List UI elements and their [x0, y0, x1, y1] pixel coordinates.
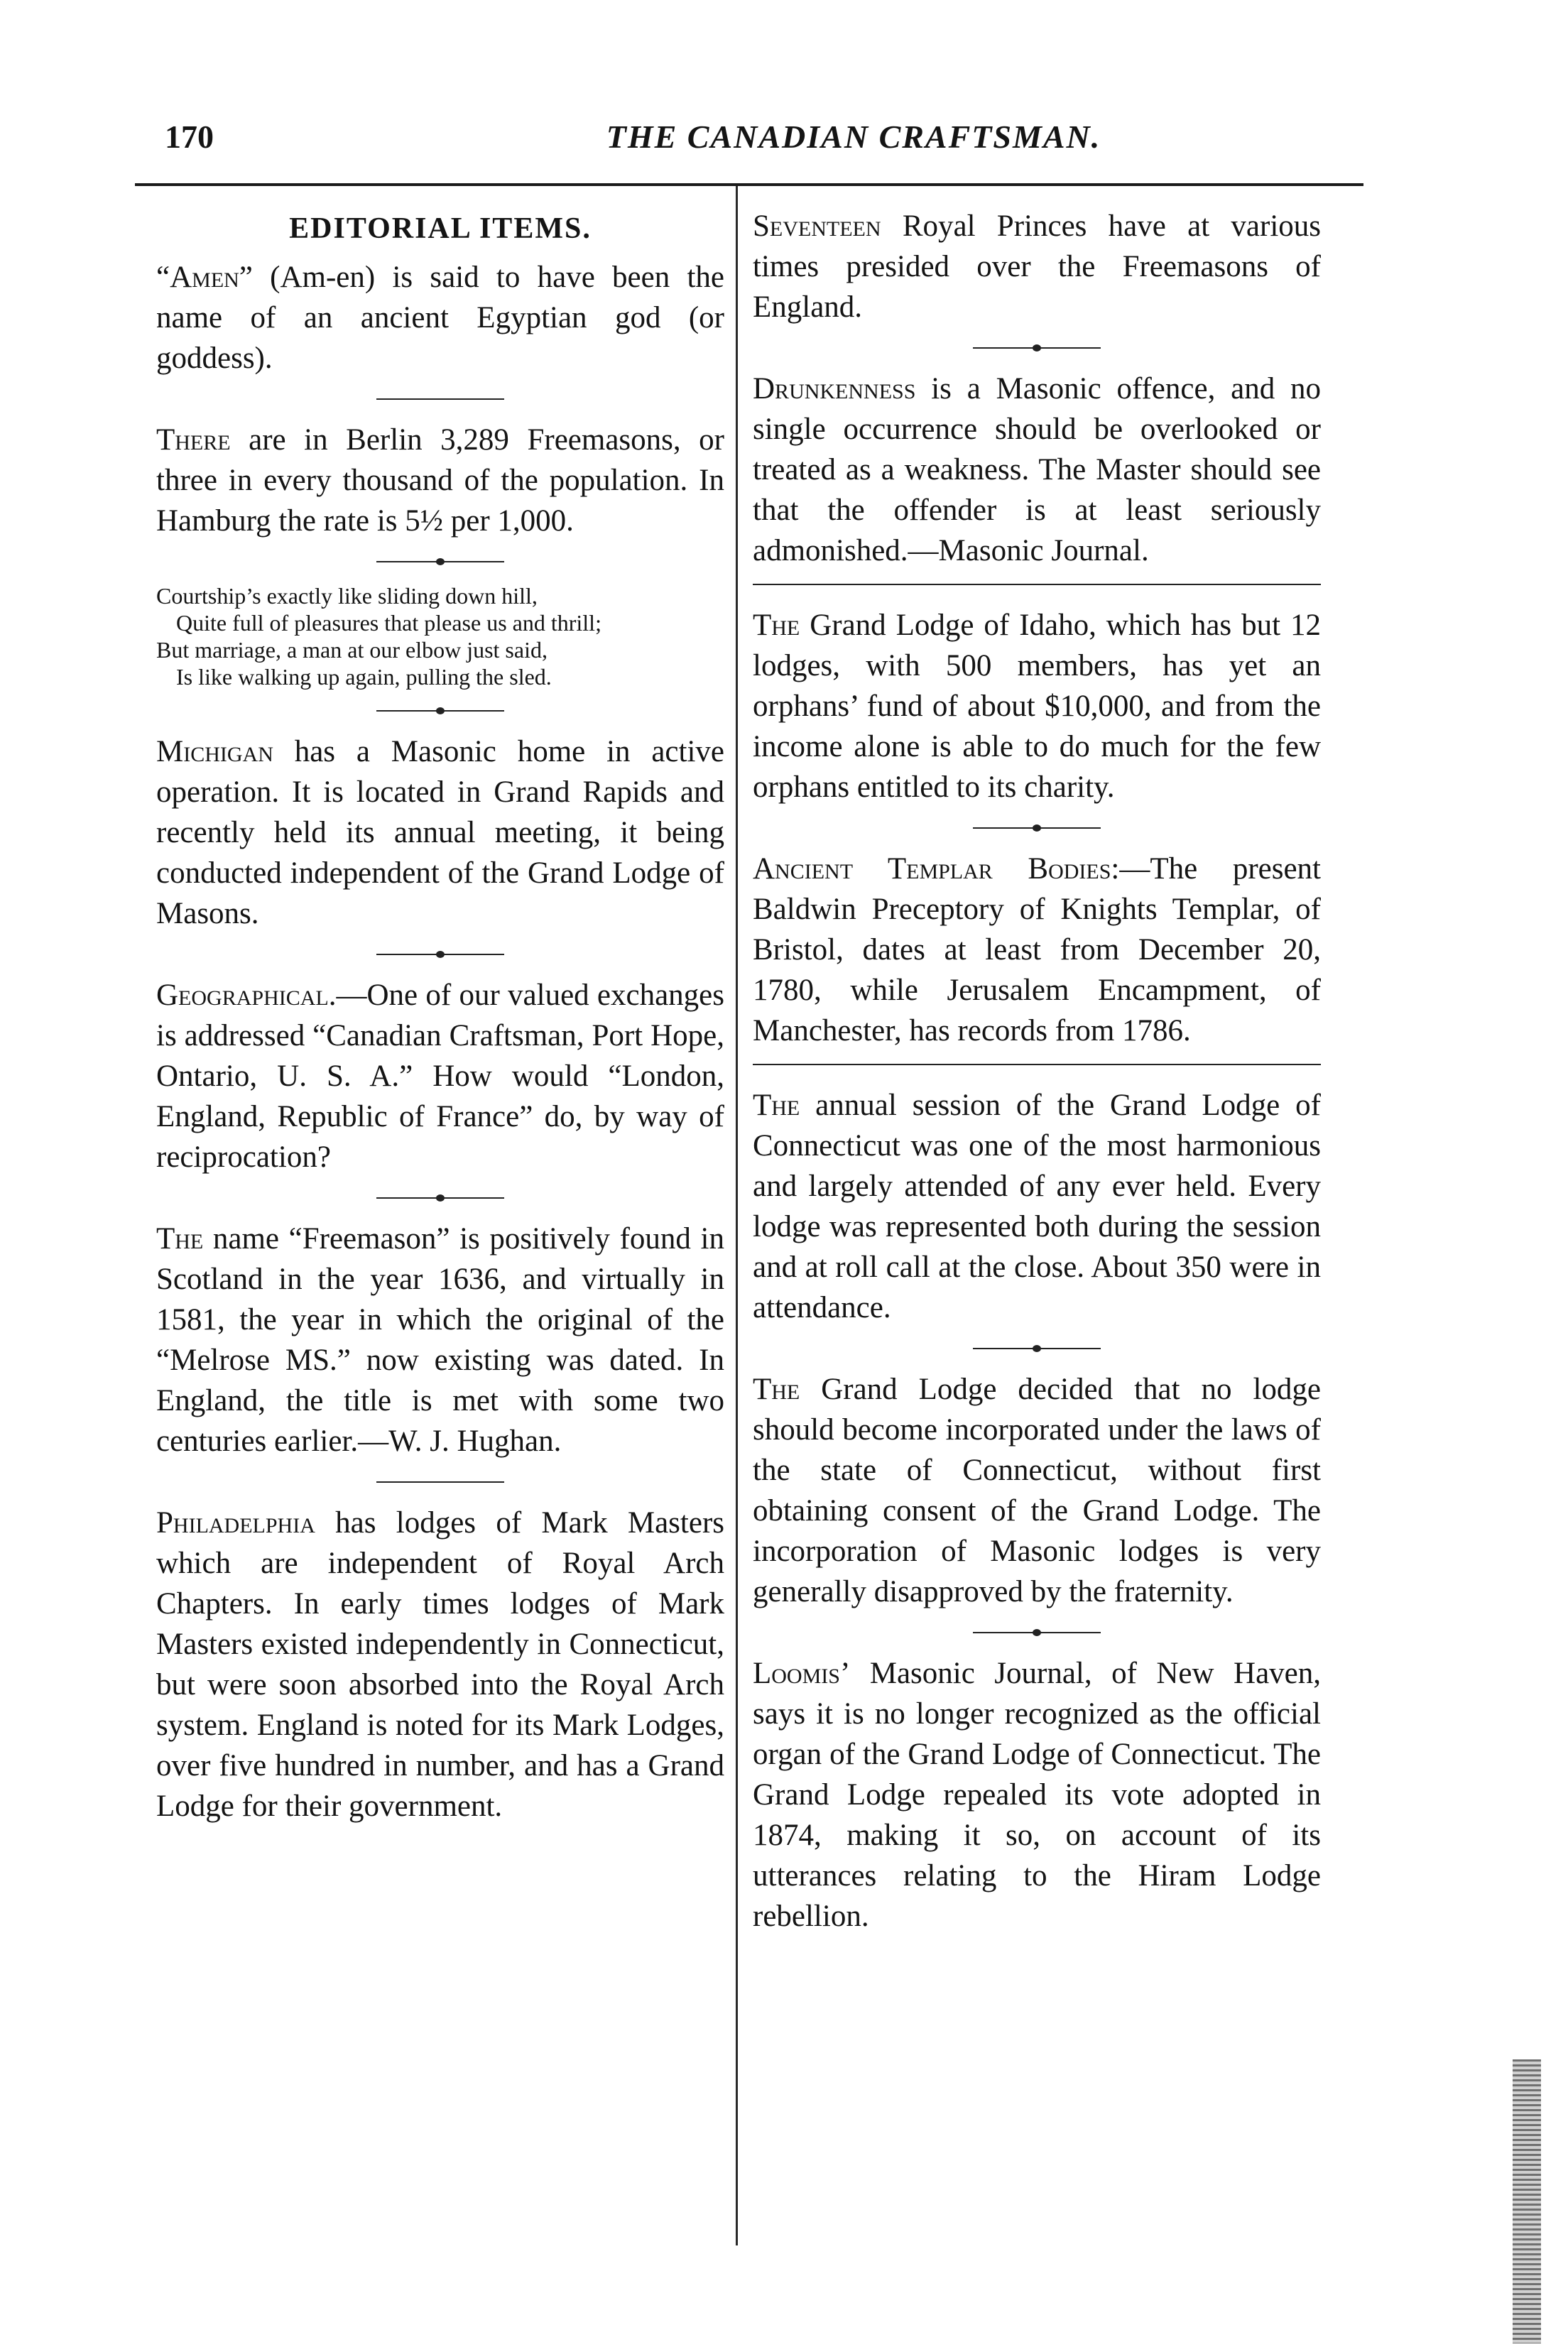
separator-rule — [376, 379, 504, 420]
item-lead: The — [753, 609, 800, 642]
page-number: 170 — [165, 119, 214, 155]
item-lead: Geographical. — [156, 979, 337, 1012]
separator-ornament — [973, 807, 1101, 849]
item-freemason-name — [156, 1219, 724, 1461]
separator-ornament — [376, 934, 504, 975]
item-lead: Philadelphia — [156, 1506, 315, 1540]
item-text: —The present Baldwin Preceptory of Knights Templar, of Bristol, dates at least from December 20, 1780, while Jerusalem Encampment, of Manchester, has records from 1786. — [753, 852, 1321, 1047]
item-lead: The — [156, 1222, 204, 1256]
separator-ornament — [376, 1177, 504, 1219]
item-lead: Michigan — [156, 735, 273, 768]
separator-ornament — [973, 1328, 1101, 1369]
section-heading: EDITORIAL ITEMS. — [289, 212, 592, 245]
left-column — [156, 206, 724, 1826]
item-text: Royal Princes have at various times presided over the Freemasons of England. — [753, 209, 1321, 324]
running-title: THE CANADIAN CRAFTSMAN. — [606, 119, 1101, 155]
item-idaho — [753, 605, 1321, 807]
separator-ornament — [973, 1612, 1101, 1653]
item-text: —One of our valued exchanges is addressed “Canadian Craftsman, Port Hope, Ontario, U. S. A.” How would “London, England, Republic of France” do, by way of reciprocation? — [156, 979, 724, 1174]
item-text: annual session of the Grand Lodge of Connecticut was one of the most harmonious and largely attended of any ever held. Every lodge was represented both during the session and at roll call at the close. About 350 were in attendance. — [753, 1089, 1321, 1324]
column-divider — [736, 186, 738, 2245]
right-column — [753, 206, 1321, 1937]
header-rule — [135, 183, 1363, 186]
poem-line: Courtship’s exactly like sliding down hill, — [156, 583, 538, 609]
poem — [156, 582, 724, 690]
item-lead: The — [753, 1089, 800, 1122]
item-lead: “Amen” — [156, 261, 253, 294]
item-text: are in Berlin 3,289 Freemasons, or three in every thousand of the population. In Hamburg the rate is 5½ per 1,000. — [156, 423, 724, 538]
item-lead: There — [156, 423, 231, 457]
separator-full-rule — [753, 584, 1321, 585]
item-lead: Seventeen — [753, 209, 881, 243]
separator-ornament — [973, 327, 1101, 369]
item-loomis — [753, 1653, 1321, 1937]
item-lead: Ancient Templar Bodies: — [753, 852, 1120, 886]
item-templar — [753, 849, 1321, 1051]
item-connecticut-session — [753, 1085, 1321, 1328]
item-text: has lodges of Mark Masters which are independent of Royal Arch Chapters. In early times lodges of Mark Masters existed independently in Connecticut, but were soon absorbed into the Royal Arch system. England is noted for its Mark Lodges, over five hundred in number, and has a Grand Lodge for their government. — [156, 1506, 724, 1823]
item-princes — [753, 206, 1321, 327]
item-drunkenness — [753, 369, 1321, 571]
item-incorporation — [753, 1369, 1321, 1612]
item-text: Grand Lodge of Idaho, which has but 12 lodges, with 500 members, has yet an orphans’ fund of about $10,000, and from the income alone is able to do much for the few orphans entitled to its charity. — [753, 609, 1321, 804]
item-text: Grand Lodge decided that no lodge should become incorporated under the laws of the state of Connecticut, without first obtaining consent of the Grand Lodge. The incorporation of Masonic lodges is very generally disapproved by the fraternity. — [753, 1373, 1321, 1608]
item-text: Masonic Journal, of New Haven, says it is no longer recognized as the official organ of the Grand Lodge of Connecticut. The Grand Lodge repealed its vote adopted in 1874, making it so, on account of its utterances relating to the Hiram Lodge rebellion. — [753, 1657, 1321, 1933]
item-lead: The — [753, 1373, 800, 1406]
poem-line: But marriage, a man at our elbow just said, — [156, 637, 548, 663]
page-header — [165, 114, 1358, 168]
item-lead: Drunkenness — [753, 372, 916, 405]
separator-ornament — [376, 541, 504, 582]
separator-rule — [376, 1461, 504, 1503]
scan-edge-artifact — [1513, 2059, 1541, 2343]
item-berlin — [156, 420, 724, 541]
separator-ornament — [376, 690, 504, 731]
item-text: (Am-en) is said to have been the name of an ancient Egyptian god (or goddess). — [156, 261, 724, 375]
poem-line: Is like walking up again, pulling the sled. — [176, 664, 552, 690]
item-geographical — [156, 975, 724, 1177]
item-philadelphia — [156, 1503, 724, 1826]
item-lead: Loomis’ — [753, 1657, 851, 1690]
separator-full-rule — [753, 1064, 1321, 1065]
poem-line: Quite full of pleasures that please us and thrill; — [176, 610, 601, 636]
item-text: name “Freemason” is positively found in Scotland in the year 1636, and virtually in 1581, the year in which the original of the “Melrose MS.” now existing was dated. In England, the title is met with some two centuries earlier.—W. J. Hughan. — [156, 1222, 724, 1458]
item-text: is a Masonic offence, and no single occurrence should be overlooked or treated as a weakness. The Master should see that the offender is at least seriously admonished.—Masonic Journal. — [753, 372, 1321, 567]
item-text: has a Masonic home in active operation. It is located in Grand Rapids and recently held its annual meeting, it being conducted independent of the Grand Lodge of Masons. — [156, 735, 724, 930]
item-amen — [156, 257, 724, 379]
item-michigan — [156, 731, 724, 934]
